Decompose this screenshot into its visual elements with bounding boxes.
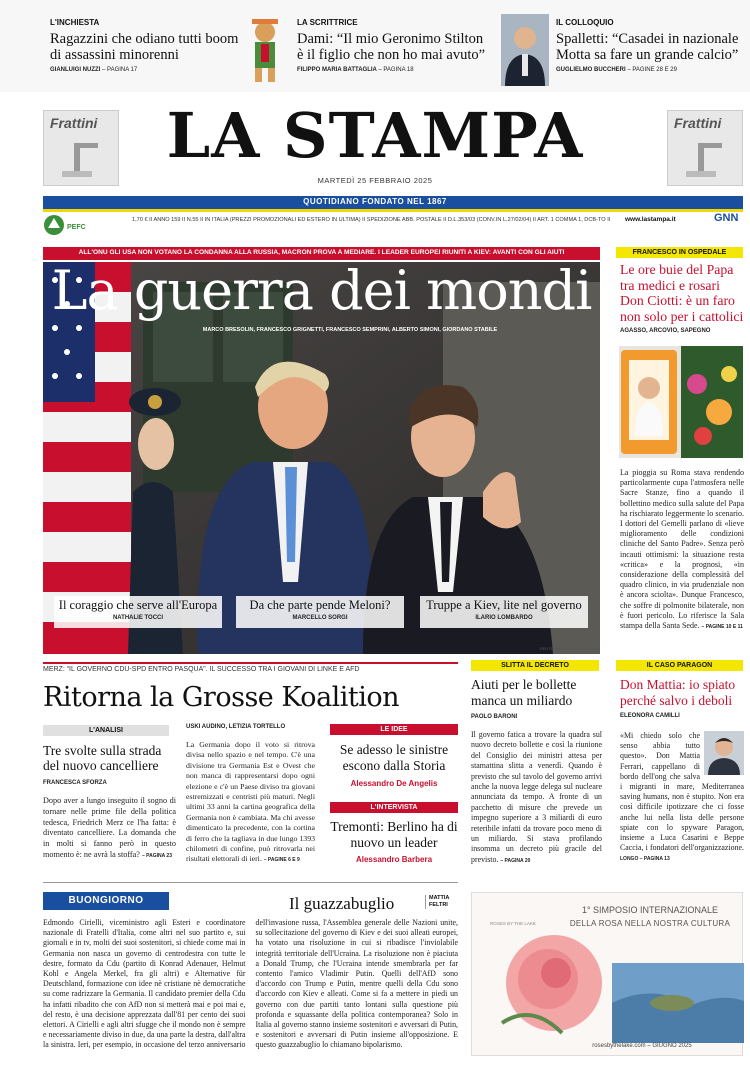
lead-box-sorgi[interactable] [236,596,404,628]
lead-box-lombardo[interactable] [420,596,588,628]
center-authors: USKI AUDINO, LETIZIA TORTELLO [186,724,286,730]
analysis-tag: L'ANALISI [43,725,169,736]
teaser-page: – PAGINE 28 E 29 [627,67,677,74]
paragon-text: «Mi chiedo solo che senso abbia tutto questo». Don Mattia Ferrari, cappellano di bordo dell'ong che salva i migranti in mare, Mediterranea saving humans, non è stupito. Non era così difficile ipotizzare che ci fosse anche lui nella lista delle persone spiate con lo spyware Paragon, insieme a Luca Casarini e Beppe Caccia, i fondatori dell'organizzazione. [620,731,744,853]
lead-box-title: Truppe a Kiev, lite nel governo [426,598,582,612]
teaser-kicker: LA SCRITTRICE [297,18,358,27]
teaser-kicker: L'INCHIESTA [50,18,100,27]
teaser-byline [556,67,746,73]
sidebar-authors: AGASSO, ARCOVIO, SAPEGNO [620,328,711,334]
teaser-page: – PAGINA 17 [102,67,138,74]
founded-label: QUOTIDIANO FONDATO NEL 1867 [303,197,447,206]
ad-brand: Frattini [50,115,98,131]
decreto-body [471,730,602,866]
pefc-logo [43,214,103,240]
tree-icon [43,214,65,236]
lead-authors: MARCO BRESOLIN, FRANCESCO GRIGNETTI, FRANCESCO SEMPRINI, ALBERTO SIMONI, GIORDANO STABILE [202,327,498,333]
ideas-author: Alessandro De Angelis [350,779,438,788]
paragon-page: LONGO – PAGINA 13 [620,856,670,863]
analysis-title[interactable]: Tre svolte sulla strada del nuovo cancelliere [43,743,162,773]
sidebar-title[interactable]: Le ore buie del Papa tra medici e rosari Don Ciotti: è un faro non solo per i cattolici [620,262,744,324]
paragon-body [620,731,744,863]
buongiorno-author: MATTIA FELTRI [425,895,459,909]
lead-box-author: MARCELLO SORGI [292,614,348,621]
paragon-author: ELEONORA CAMILLI [620,713,680,719]
sidebar-body [620,468,744,644]
teaser-author: GUGLIELMO BUCCHERI [556,67,626,74]
decreto-page: – PAGINA 20 [500,857,531,864]
buongiorno-body: Edmondo Cirielli, viceministro agli Esteri e coordinatore nazionale di Fratelli d'Italia, come altri nel suo partito e, sui giornali e in tv, molti dei suoi sostenitori, si chiede come mai in Germania non nasca un governo di centrodestra con tutte le destre, formato da Cdu (partito di Konrad Adenauer, Helmut Kohl e Angela Merkel, fra gli altri) e Alternative für Deutschland, formazione con idee nè cristiane nè democratiche su come radrizzare la Germania. Il candidato premier della Cdu ha infatti ribadito che con AfD non si metterà mai e poi mai e, del resto, è una decisione apprezzata dall'81 per cento dei suoi elettori. A Cirielli e agli altri sfugge che il mondo non è sempre e necessariamente diviso in due, da una parte la destra, dall'altra la sinistra. Ieri, per esempio, in occasione del terzo anniversario dell'invasione russa, l'Assemblea generale delle Nazioni unite, su sollecitazione del governo di Kiev e dei suoi alleati europei, ha votato una risoluzione in cui si ribadisce l'inviolabile integrità territoriale dell'Ucraina. La risoluzione non è piaciuta a Donald Trump, che l'Ucraina intende smembrarla per far contento l'amico Vladimir Putin. Quelli dell'AfD sono d'accordo con Trump e Putin, mentre quelli della Cdu sono d'accordo con Kiev e alleati. Come si fa a mettere in piedi un governo con due partiti tanto lontani sulla questione più profonda e squassante della politica contemporanea? Solo in Italia al governo stanno insieme sostenitori e avversari di Putin, e sostenitori e avversari di Putin insieme all'opposizione. E questo guazzabuglio lo chiamano bipolarismo. [43,918,458,1050]
sidebar-tag: FRANCESCO IN OSPEDALE [616,247,743,258]
grosse-rule [43,662,458,664]
analysis-text: Dopo aver a lungo inseguito il sogno di tornare nelle prime file della politica tedesca, Friedrich Merz ce l'ha fatta: è diventato cancelliere. La domanda che in molti si fanno però in questo momento è: ne avrà la stoffa? [43,796,176,859]
buongiorno-tag: BUONGIORNO [43,892,169,910]
ad-frattini-left[interactable] [43,110,119,186]
lead-box-title: Da che parte pende Meloni? [249,598,391,612]
teaser-author: FILIPPO MARIA BATTAGLIA [297,67,377,74]
spalletti-photo [501,14,549,86]
teaser-inchiesta[interactable] [50,18,240,84]
photo-credit: REUTERS/EVELYN HOCKSTEIN [539,646,600,651]
gnn-logo: GNN [714,212,739,224]
ideas-title[interactable]: Se adesso le sinistre escono dalla Storia [339,742,449,773]
rose-ad[interactable] [471,892,743,1056]
rose-line1: 1° SIMPOSIO INTERNAZIONALE [581,905,719,915]
ad-frattini-right[interactable] [667,110,743,186]
paragon-spacer [700,731,744,775]
decreto-title[interactable]: Aiuti per le bollette manca un miliardo [471,677,577,708]
teaser-author: GIANLUIGI NUZZI [50,67,101,74]
edition-info: 1,70 € II ANNO 159 II N.55 II IN ITALIA (PREZZI PROMOZIONALI ED ESTERO IN ULTIMA) II SPEDIZIONE ABB. POSTALE II D.L.353/03 (CONV.IN L.27/02/04) II ART. 1 COMMA 1, DCB-TO II [132,217,611,223]
paragon-tag: IL CASO PARAGON [616,660,743,671]
grosse-kicker: MERZ: “IL GOVERNO CDU-SPD ENTRO PASQUA”. IL SUCCESSO TRA I GIOVANI DI LINKE E AFD [43,666,360,673]
decreto-author: PAOLO BARONI [471,714,518,720]
lead-box-author: ILARIO LOMBARDO [475,614,533,621]
teaser-byline [50,67,240,73]
teaser-byline [297,67,492,73]
center-page: – PAGINE 6 E 9 [263,857,300,864]
sidebar-body-text: La pioggia su Roma stava rendendo particolarmente cupa l'atmosfera nelle Sacre Stanze, fino a quando il bollettino medico sulla salute del Papa ha rischiarato leggermente lo scenario. I dottori del Gemelli parlano di «lieve miglioramento delle condizioni cliniche del Santo Padre». Senza però incauti ottimismi: la situazione resta «critica» e la prognosi, «in considerazione della complessità del quadro clinico, in via prudenziale non è ancora sciolta». Dunque Francesco, che soffre di polmonite bilaterale, non è fuori pericolo. Lo riferisce la Sala stampa della Santa Sede. [620,468,744,631]
masthead-date: MARTEDÌ 25 FEBBRAIO 2025 [317,176,433,185]
analysis-author: FRANCESCA SFORZA [43,780,107,786]
faucet-icon [668,135,742,185]
analysis-body [43,796,176,866]
paragon-title[interactable]: Don Mattia: io spiato perché salvo i deboli [620,677,736,708]
teaser-title: Spalletti: “Casadei in nazionale Motta sa fare un grande calcio” [556,31,739,63]
rose-ad-art [472,893,744,1057]
teaser-kicker: IL COLLOQUIO [556,18,614,27]
center-body [186,740,315,866]
grosse-headline[interactable]: Ritorna la Grosse Koalition [43,682,400,713]
lead-box-tocci[interactable] [54,596,222,628]
teaser-page: – PAGINA 18 [378,67,414,74]
geronimo-image [243,14,287,86]
teaser-title: Ragazzini che odiano tutti boom di assassini minorenni [50,31,239,63]
decreto-text: Il governo fatica a trovare la quadra sul nuovo decreto bollette e così la riunione del Consiglio dei ministri attesa per stamattina slitta a venerdì. Quando è previsto che sul tavolo del governo arrivi anche la nuova legge delega sul nucleare annunciata da tempo. A fronte di un pacchetto di misure che prevede un impegno superiore a 3 miliardi di euro reteribile infatti da trovare poco meno di un miliardo. Si stava profilando insomma un decreto più gracile del previsto. [471,730,602,864]
lead-headline: La guerra dei mondi [51,259,592,322]
rose-logo: ROSES BY THE LAKE [490,921,536,926]
ad-brand: Frattini [674,115,722,131]
rose-footer: rosesbythelake.com – GIUGNO 2025 [592,1043,692,1049]
buongiorno-title[interactable]: Il guazzabuglio [289,894,395,913]
teaser-title: Dami: “Il mio Geronimo Stilton è il figlio che non ho mai avuto” [297,31,486,63]
ideas-tag: LE IDEE [330,724,458,735]
buongiorno-rule [43,882,458,883]
interview-title[interactable]: Tremonti: Berlino ha di nuovo un leader [330,819,458,850]
analysis-page: – PAGINA 23 [141,852,172,859]
lead-kicker: ALL'ONU GLI USA NON VOTANO LA CONDANNA ALLA RUSSIA, MACRON PROVA A MEDIARE. I LEADER EUROPEI RIUNITI A KIEV: AVANTI CON GLI AIUTI [78,249,565,256]
teaser-colloquio[interactable] [556,18,746,84]
masthead-title: LA STAMPA [166,99,584,172]
interview-author: Alessandro Barbera [355,855,433,864]
lead-box-title: Il coraggio che serve all'Europa [58,598,218,612]
center-text: La Germania dopo il voto si ritrova divisa nello spazio e nel tempo. C'è una divisione tra Germania Est e Ovest che non manca di rappresentarsi dopo ogni elezione e c'è un Paese diviso tra giovani estremizzati e centristi più maturi. Negli ultimi 33 anni la cartina geografica della Germania non è cambiata. Ma chi avesse dimenticato la precedente, con la cortina di ferro che la tagliava in due lungo 1393 chilometri di confine, può ritrovarla nei risultati elettorali di ieri. [186,740,315,864]
site-link[interactable]: www.lastampa.it [625,216,676,223]
pefc-label: PEFC [67,224,86,231]
rose-line2: DELLA ROSA NELLA NOSTRA CULTURA [569,919,731,928]
decreto-tag: SLITTA IL DECRETO [471,660,599,671]
pope-photo [619,346,743,458]
teaser-scrittrice[interactable] [297,18,492,84]
lead-box-author: NATHALIE TOCCI [112,614,164,621]
interview-tag: L'INTERVISTA [330,802,458,813]
faucet-icon [44,135,118,185]
founded-yellow-rule [43,209,743,212]
sidebar-page: – PAGINE 10 E 11 [701,624,743,631]
